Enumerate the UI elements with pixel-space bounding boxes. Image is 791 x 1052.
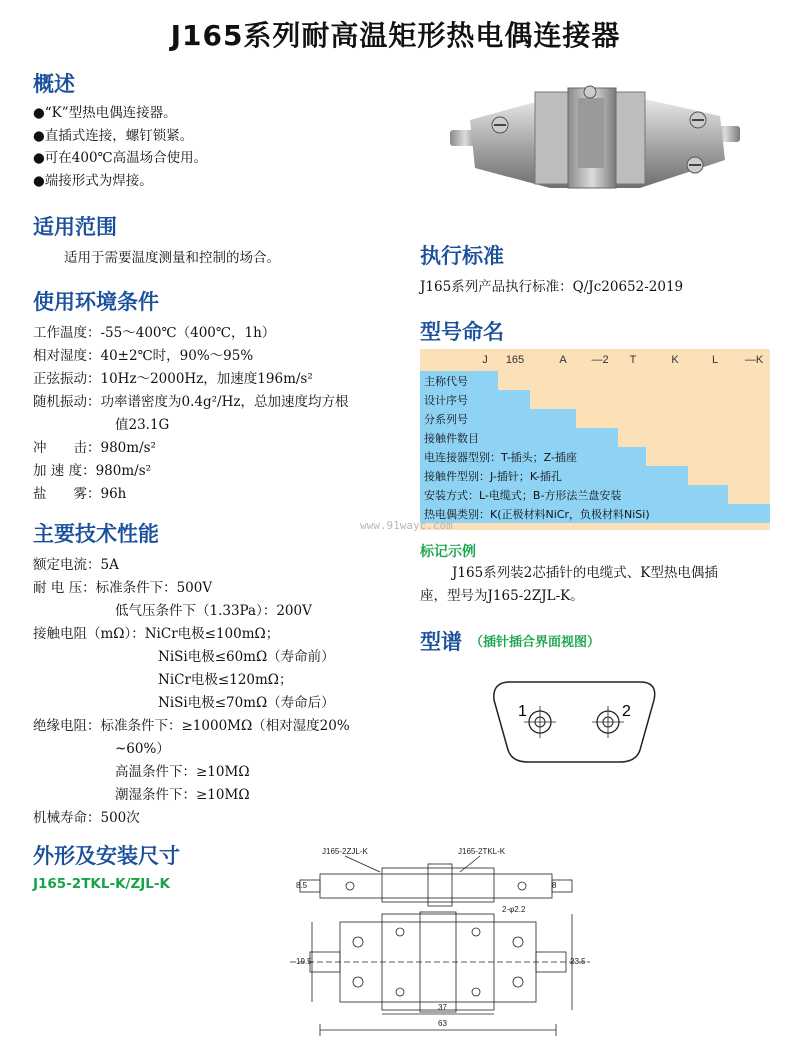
label-left: J165-2ZJL-K: [322, 847, 368, 856]
environment-line: 随机振动：功率谱密度为0.4g²/Hz，总加速度均方根: [33, 394, 349, 410]
naming-row: 安装方式：L-电缆式；B-方形法兰盘安装: [420, 485, 728, 504]
pinout-subheading: （插针插合界面视图）: [470, 635, 601, 650]
dimensions-model: J165-2TKL-K/ZJL-K: [33, 876, 170, 892]
pin-1-label: 1: [518, 703, 527, 720]
performance-list: [33, 554, 350, 830]
example-heading: 标记示例: [420, 544, 476, 560]
performance-line: NiSi电极≤60mΩ（寿命前）: [158, 649, 335, 665]
performance-line: 额定电流：5A: [33, 557, 119, 573]
standard-heading: 执行标准: [420, 244, 504, 268]
naming-row: 电连接器型别：T-插头；Z-插座: [420, 447, 646, 466]
dim-63: 63: [438, 1019, 447, 1028]
dimension-drawing: [290, 842, 590, 1047]
environment-heading: 使用环境条件: [33, 290, 159, 314]
performance-heading: 主要技术性能: [33, 522, 159, 546]
performance-line: 绝缘电阻：标准条件下：≥1000MΩ（相对湿度20%: [33, 718, 350, 734]
naming-row: 接触件数目: [420, 428, 618, 447]
naming-row: 设计序号: [420, 390, 530, 409]
environment-line: 加 速 度：980m/s²: [33, 463, 152, 479]
code-part: —2: [591, 353, 609, 366]
code-part: A: [559, 353, 567, 366]
overview-list: [33, 102, 207, 192]
environment-line: 值23.1G: [115, 417, 170, 433]
performance-line: NiSi电极≤70mΩ（寿命后）: [158, 695, 335, 711]
pinout-diagram: [480, 670, 670, 770]
code-part: —K: [744, 353, 764, 366]
dimensions-heading: 外形及安装尺寸: [33, 844, 180, 868]
performance-line: 潮湿条件下：≥10MΩ: [115, 787, 250, 803]
dim-235: 23.5: [570, 957, 586, 966]
dim-37: 37: [438, 1003, 447, 1012]
overview-item: ●直插式连接，螺钉锁紧。: [33, 127, 194, 144]
dim-195: 19.5: [296, 957, 312, 966]
performance-line: NiCr电极≤120mΩ；: [158, 672, 293, 688]
naming-row: 分系列号: [420, 409, 576, 428]
dim-85: 8.5: [296, 881, 308, 890]
connector-photo: [440, 80, 750, 200]
standard-text: J165系列产品执行标准：Q/Jc20652-2019: [420, 279, 684, 295]
environment-line: 正弦振动：10Hz～2000Hz，加速度196m/s²: [33, 371, 313, 387]
performance-line: 低气压条件下（1.33Pa）：200V: [115, 603, 312, 619]
dim-8: 8: [552, 881, 557, 890]
scope-text: 适用于需要温度测量和控制的场合。: [64, 250, 280, 266]
overview-item: ●可在400℃高温场合使用。: [33, 150, 208, 166]
watermark: www.91wayc.com: [360, 519, 453, 532]
naming-row: 主称代号: [420, 371, 498, 390]
environment-line: 工作温度：-55～400℃（400℃，1h）: [33, 325, 276, 341]
code-part: T: [629, 353, 637, 366]
overview-item: ●端接形式为焊接。: [33, 172, 153, 189]
code-part: J: [482, 353, 488, 366]
code-part: 165: [505, 353, 525, 366]
dim-hole: 2-φ2.2: [502, 905, 526, 914]
environment-list: [33, 322, 348, 506]
code-part: K: [671, 353, 679, 366]
model-code-table: [420, 349, 770, 530]
pin-2-label: 2: [622, 703, 631, 720]
example-text-2: 座，型号为J165-2ZJL-K。: [420, 588, 584, 604]
label-right: J165-2TKL-K: [458, 847, 506, 856]
overview-item: ●“K”型热电偶连接器。: [33, 105, 177, 121]
pinout-heading: 型谱: [420, 630, 462, 654]
naming-row: 热电偶类别：K(正极材料NiCr，负极材料NiSi): [420, 504, 770, 523]
environment-line: 盐 雾：96h: [33, 486, 127, 502]
scope-heading: 适用范围: [33, 215, 117, 239]
performance-line: 高温条件下：≥10MΩ: [115, 764, 250, 780]
environment-line: 相对湿度：40±2℃时，90%～95%: [33, 348, 254, 364]
overview-heading: 概述: [33, 72, 75, 96]
environment-line: 冲 击：980m/s²: [33, 440, 156, 456]
naming-row: 接触件型别：J-插针；K-插孔: [420, 466, 688, 485]
performance-line: 机械寿命：500次: [33, 810, 140, 826]
example-text-1: J165系列装2芯插针的电缆式、K型热电偶插: [452, 565, 718, 581]
performance-line: ~60%）: [115, 741, 170, 757]
performance-line: 接触电阻（mΩ）：NiCr电极≤100mΩ；: [33, 626, 280, 642]
model-naming-heading: 型号命名: [420, 320, 504, 344]
performance-line: 耐 电 压：标准条件下：500V: [33, 580, 213, 596]
page-title: J165系列耐高温矩形热电偶连接器: [170, 19, 621, 52]
code-part: L: [711, 353, 719, 366]
